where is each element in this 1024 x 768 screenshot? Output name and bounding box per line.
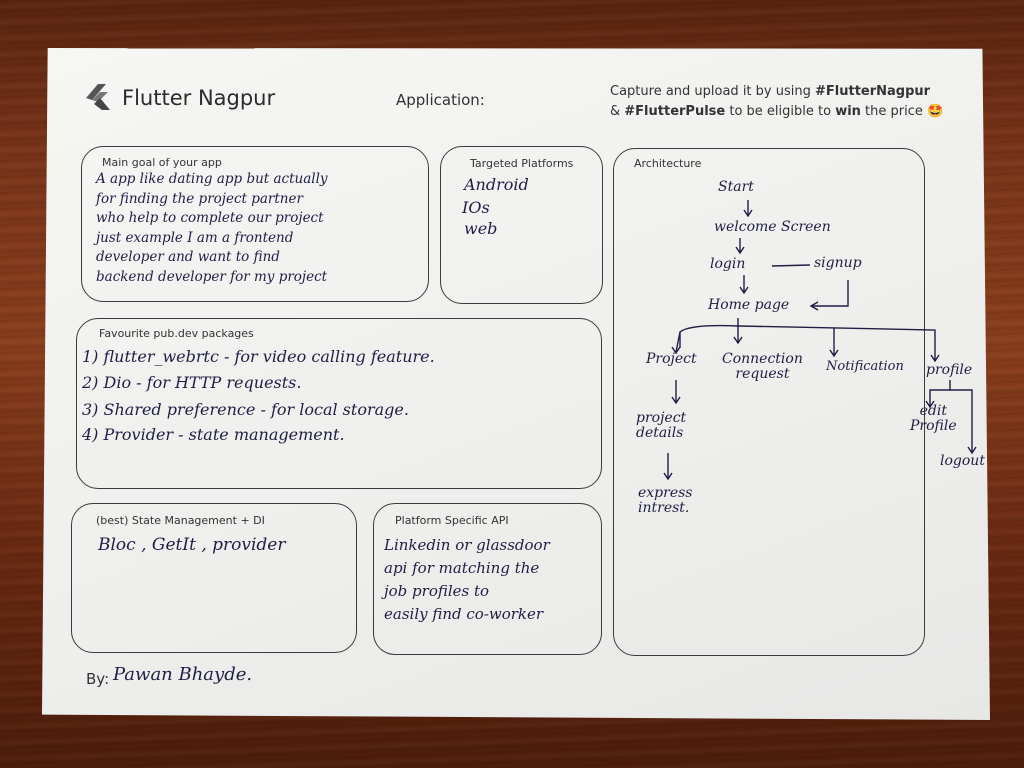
packages-title: Favourite pub.dev packages — [99, 327, 254, 340]
notice-line2-prefix: & — [610, 104, 625, 119]
arch-node-express-interest: express intrest. — [638, 485, 693, 517]
arch-node-logout: logout — [940, 453, 985, 469]
platform-api-title: Platform Specific API — [395, 514, 509, 527]
arch-node-welcome: welcome Screen — [714, 219, 831, 235]
brand-name: Flutter — [122, 86, 192, 110]
author-name: Pawan Bhayde. — [113, 664, 253, 685]
architecture-title: Architecture — [634, 157, 702, 170]
state-management-title: (best) State Management + DI — [96, 514, 265, 527]
platform-ios: IOs — [462, 198, 490, 217]
arch-node-signup: signup — [814, 255, 862, 271]
author-label: By: — [86, 670, 110, 688]
notice-line2-suffix: the price 🤩 — [860, 104, 944, 119]
notice-tag-flutterpulse: #FlutterPulse — [624, 104, 726, 119]
application-label: Application: — [396, 91, 485, 109]
package-item: 1) flutter_webrtc - for video calling feature. — [82, 347, 435, 366]
arch-node-notification: Notification — [826, 359, 904, 374]
platform-api-text: Linkedin or glassdoor api for matching the job profiles to easily find co-worker — [384, 536, 550, 623]
platform-web: web — [464, 219, 498, 238]
platform-android: Android — [464, 175, 529, 194]
package-item: 2) Dio - for HTTP requests. — [82, 373, 302, 392]
notice-line2-mid: to be eligible to — [725, 104, 836, 119]
arch-node-project: Project — [646, 351, 697, 367]
arch-node-connection: Connection request — [722, 351, 803, 383]
arch-node-start: Start — [718, 179, 754, 195]
arch-node-project-details: project details — [636, 410, 687, 442]
state-management-text: Bloc , GetIt , provider — [98, 535, 286, 555]
main-goal-title: Main goal of your app — [102, 156, 222, 169]
notice-line1: Capture and upload it by using — [610, 84, 815, 99]
package-item: 3) Shared preference - for local storage. — [82, 400, 409, 419]
main-goal-text: A app like dating app but actually for finding the project partner who help to complete our project just example I am a frontend developer and want to find backend developer for my project — [96, 171, 328, 285]
targeted-platforms-title: Targeted Platforms — [470, 157, 574, 170]
arch-node-homepage: Home page — [708, 297, 790, 313]
arch-node-profile: profile — [926, 362, 973, 378]
package-item: 4) Provider - state management. — [82, 425, 345, 444]
notice-tag-flutternagpur: #FlutterNagpur — [815, 84, 931, 99]
arch-node-edit-profile: edit Profile — [910, 403, 957, 435]
notice-win: win — [835, 104, 861, 119]
arch-node-login: login — [710, 256, 746, 272]
brand-city: Nagpur — [197, 86, 276, 110]
